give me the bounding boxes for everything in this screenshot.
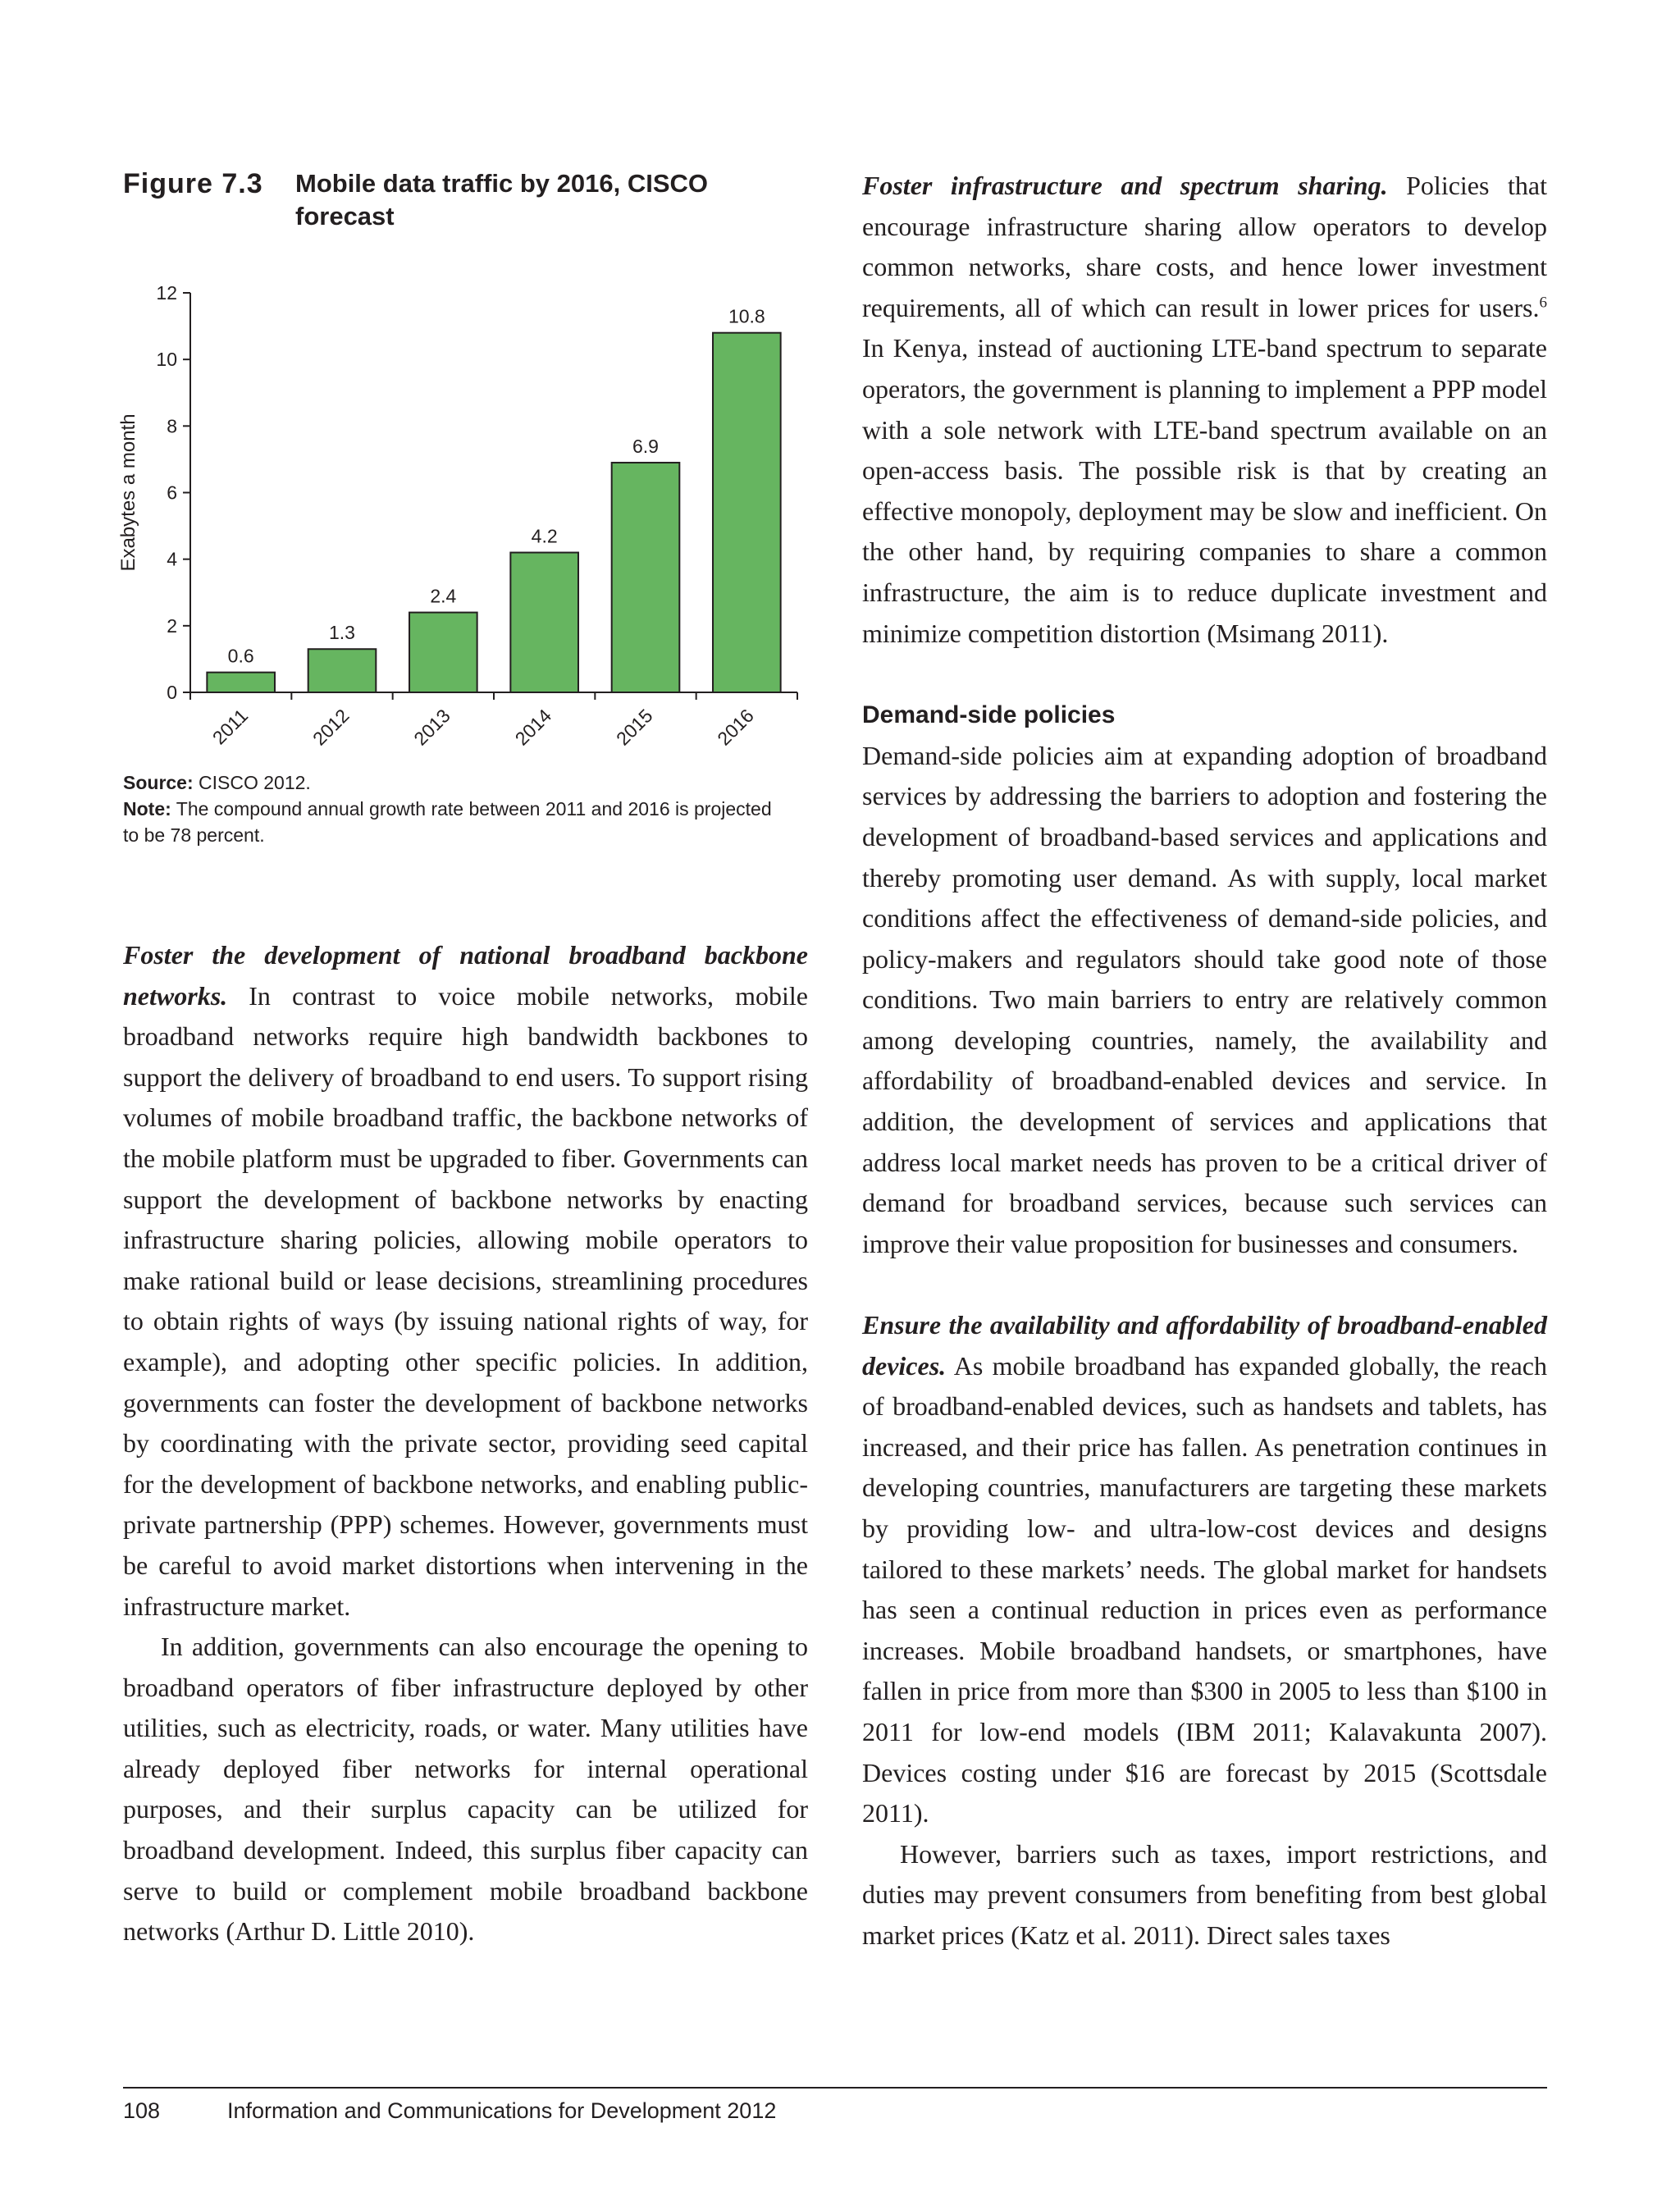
y-tick-label: 6 xyxy=(167,482,177,504)
bar xyxy=(308,649,377,692)
paragraph-barriers: However, barriers such as taxes, import restrictions, and duties may prevent consumers from benefiting from best global market prices (Katz et al. 2011). Direct sales taxes xyxy=(862,1838,1547,1950)
y-tick-label: 2 xyxy=(167,614,177,637)
bar xyxy=(510,553,578,692)
y-axis-title: Exabytes a month xyxy=(117,413,139,572)
figure-title: Mobile data traffic by 2016, CISCO forecast xyxy=(295,169,709,231)
x-tick-label: 2014 xyxy=(510,705,556,750)
paragraph-lead: Ensure the availability and affordability of broadband-enabled devices. xyxy=(862,1310,1547,1381)
y-tick-label: 10 xyxy=(156,349,177,371)
bar-value-label: 1.3 xyxy=(329,622,355,644)
paragraph-sharing: Foster infrastructure and spectrum sharing. Policies that encourage infrastructure sharing allow operators to develop common networks, share costs, and hence lower investment requirements, all of which can result in lower prices for users.$^6$ In Kenya, instead of auctioning LTE-band spectrum to separate operators, the government is planning to implement a PPP model with a sole network with LTE-band spectrum available on an open-access basis. The possible risk is that by creating an effective monopoly, deployment may be slow and inefficient. On the other hand, by requiring companies to share a common infrastructure, the aim is to reduce duplicate investment and minimize competition distortion (Msimang 2011). xyxy=(862,171,1547,648)
bar xyxy=(409,613,477,692)
paragraph-utilities: In addition, governments can also encourage the opening to broadband operators of fiber infrastructure deployed by other utilities, such as electricity, roads, or water. Many utilities have already deployed fiber networks for internal operational purposes, and their surplus capacity can be utilized for broadband development. Indeed, this surplus fiber capacity can serve to build or complement mobile broadband backbone networks (Arthur D. Little 2010). xyxy=(123,1632,808,1947)
x-tick-label: 2013 xyxy=(409,705,454,750)
figure-source: Source: CISCO 2012. xyxy=(123,772,311,793)
figure-note: Note: The compound annual growth rate between 2011 and 2016 is projected to be 78 percent. xyxy=(123,798,772,846)
paragraph-demand-side: Demand-side policies aim at expanding adoption of broadband services by addressing the barriers to adoption and fostering the development of broadband-based services and applications and thereby promoting user demand. As with supply, local market conditions affect the effectiveness of demand-side policies, and policy-makers and regulators should take good note of those conditions. Two main barriers to entry are relatively common among developing countries, namely, the availability and affordability of broadband-enabled devices and service. In addition, the development of services and applications that address local market needs has proven to be a critical driver of demand for broadband services, because such services can improve their value proposition for businesses and consumers. xyxy=(862,740,1547,1258)
x-tick-label: 2015 xyxy=(611,705,657,750)
bar xyxy=(713,333,781,692)
bar xyxy=(612,463,680,692)
section-heading: Demand-side policies xyxy=(862,701,1116,728)
footnote-marker: 6 xyxy=(1539,294,1547,312)
paragraph-devices: Ensure the availability and affordability of broadband-enabled devices. As mobile broadband has expanded globally, the reach of broadband-enabled devices, such as handsets and tablets, has increased, and their price has fallen. As penetration continues in developing countries, manufacturers are targeting these markets by providing low- and ultra-low-cost devices and designs tailored to these markets’ needs. The global market for handsets has seen a continual reduction in prices even as performance increases. Mobile broadband handsets, or smartphones, have fallen in price from more than $300 in 2005 to less than $100 in 2011 for low-end models (IBM 2011; Kalavakunta 2007). Devices costing under $16 are forecast by 2015 (Scottsdale 2011). xyxy=(862,1310,1547,1828)
bar-chart xyxy=(107,271,812,763)
left-column xyxy=(123,935,808,1952)
publication-title: Information and Communications for Development 2012 xyxy=(227,2098,777,2123)
bar-value-label: 2.4 xyxy=(430,585,457,607)
y-tick-label: 8 xyxy=(167,415,177,437)
paragraph-lead: Foster the development of national broadband backbone networks. xyxy=(123,940,808,1011)
y-tick-label: 12 xyxy=(156,282,177,304)
page-number: 108 xyxy=(123,2098,161,2123)
right-column xyxy=(862,166,1547,1956)
y-tick-label: 0 xyxy=(167,682,177,703)
bar xyxy=(207,673,275,692)
footer-rule xyxy=(123,2087,1547,2089)
x-tick-label: 2012 xyxy=(308,705,354,750)
bar-value-label: 4.2 xyxy=(531,525,558,547)
y-tick-label: 4 xyxy=(167,548,177,570)
bar-value-label: 10.8 xyxy=(728,305,765,327)
paragraph-lead: Foster infrastructure and spectrum sharing. xyxy=(862,171,1388,200)
paragraph-backbone: Foster the development of national broadband backbone networks. In contrast to voice mobile networks, mobile broadband networks require high bandwidth backbones to support the delivery of broadband to end users. To support rising volumes of mobile broadband traffic, the backbone networks of the mobile platform must be upgraded to fiber. Governments can support the development of backbone networks by enacting infrastructure sharing policies, allowing mobile operators to make rational build or lease decisions, streamlining procedures to obtain rights of ways (by issuing national rights of way, for example), and adopting other specific policies. In addition, governments can foster the development of backbone networks by coordinating with the private sector, providing seed capital for the development of backbone networks, and enabling public-private partnership (PPP) schemes. However, governments must be careful to avoid market distortions when intervening in the infrastructure market. xyxy=(123,940,808,1621)
figure-notes xyxy=(123,769,779,848)
x-tick-label: 2016 xyxy=(713,705,758,750)
x-tick-label: 2011 xyxy=(208,705,253,749)
figure-heading xyxy=(123,167,779,231)
figure-number: Figure 7.3 xyxy=(123,168,263,199)
bar-value-label: 6.9 xyxy=(632,435,659,457)
bar-value-label: 0.6 xyxy=(227,645,254,667)
